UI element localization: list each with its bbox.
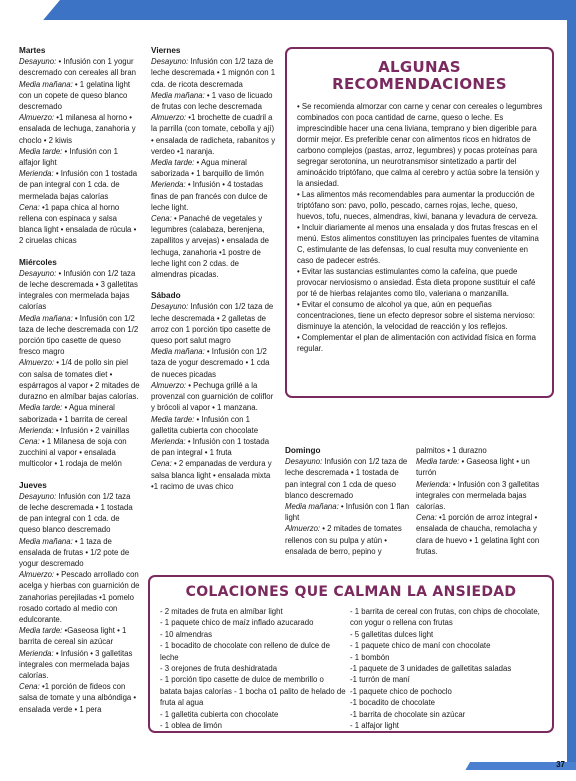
menu-column-1 (19, 45, 141, 715)
meal-label: Almuerzo: (19, 358, 55, 368)
meal-entry (19, 168, 141, 202)
snack-item: - 3 orejones de fruta deshidratada (160, 664, 278, 674)
meal-entry (19, 56, 141, 78)
meal-entry (285, 456, 410, 501)
meal-text: • 2 mitades de tomates rellenos con su pulpa y atún • ensalada de berro, pepino y (285, 524, 402, 556)
meal-text: • Agua mineral saborizada • 1 barrita de cereal (19, 403, 128, 424)
meal-entry (151, 179, 276, 213)
meal-label: Media tarde: (416, 457, 460, 467)
top-color-bar (0, 0, 576, 20)
meal-entry (19, 648, 141, 682)
menu-column-2 (151, 45, 276, 492)
snack-item: -1 barrita de chocolate sin azúcar (350, 709, 466, 719)
meal-label: Almuerzo: (19, 570, 55, 580)
meal-text: Infusión con 1/2 taza de leche descremada • 1 mignón con 1 cda. de ricota descremada (151, 57, 276, 89)
meal-label: Media tarde: (19, 146, 63, 156)
snack-item: -1 paquete de 3 unidades de galletitas saladas (350, 664, 512, 674)
meal-label: Media mañana: (19, 79, 73, 89)
meal-label: Media mañana: (19, 313, 73, 323)
meal-entry (151, 112, 276, 157)
meal-label: Merienda: (416, 479, 451, 489)
snack-item: -1 turrón de maní (350, 675, 410, 685)
snack-item: - 1 porción tipo casette de dulce de membrillo o batata bajas calorías - 1 bocha o1 palito de helado de fruta al agua (160, 675, 346, 708)
meal-entry (151, 436, 276, 458)
meal-text: • Infusión • 4 tostadas finas de pan francés con dulce de leche light. (151, 180, 268, 212)
snacks-list-right (350, 606, 546, 731)
meal-label: Almuerzo: (151, 113, 187, 123)
meal-text: • Infusión con 1/2 taza de yogur descremado • 1 cda de nueces picadas (151, 347, 270, 379)
meal-text: • 1 Milanesa de soja con zucchini al vapor • ensalada multicolor • 1 rodaja de melón (19, 436, 127, 469)
snack-item: - 1 galletita cubierta con chocolate (160, 709, 279, 719)
page-number: 37 (556, 760, 565, 769)
snack-item: - 1 barrita de cereal con frutas, con chips de chocolate, con yogur o rellena con frutas (350, 607, 540, 628)
meal-label: Merienda: (151, 436, 186, 446)
meal-text: •1 porción de arroz integral • ensalada de chaucha, remolacha y clara de huevo • 1 gelatina light con frutas. (416, 513, 540, 556)
meal-entry (151, 414, 276, 436)
meal-entry (151, 301, 276, 346)
snack-item: - 5 galletitas dulces light (350, 629, 434, 639)
recommendation-item: • Complementar el plan de alimentación con actividad física en forma regular. (297, 333, 536, 353)
meal-entry (19, 146, 141, 168)
meal-label: Media tarde: (19, 403, 63, 413)
meal-entry (151, 458, 276, 492)
meal-text: • 1 vaso de licuado de frutas con leche descremada (151, 90, 273, 112)
spacer (19, 247, 141, 257)
meal-text: Infusión con 1/2 taza de leche descremada • 1 tostada de pan integral con 1 cda. de queso blanco descremado (19, 491, 133, 535)
meal-text: Infusión con 1/2 taza de leche descremada • 2 galletas de arroz con 1 porción tipo casette de queso port salut magro (151, 302, 274, 346)
meal-entry (19, 491, 141, 536)
meal-label: Merienda: (151, 180, 186, 190)
meal-label: Cena: (19, 436, 40, 446)
meal-text: • Panaché de vegetales y legumbres (calabaza, berenjena, zapallitos y arvejas) • ensalada de lechuga, zanahoria •1 postre de leche light con 2 cdas. de almendras picadas. (151, 214, 270, 280)
day-heading: Viernes (151, 46, 181, 55)
meal-entry (19, 436, 141, 470)
meal-entry (416, 479, 550, 513)
meal-entry (19, 112, 141, 146)
meal-text: • Infusión con 1 flan light (285, 502, 410, 523)
meal-label: Cena: (151, 459, 172, 469)
snack-item: - 1 alfajor light (350, 721, 399, 731)
meal-text: • Infusión • 3 galletitas integrales con mermelada bajas calorías. (19, 648, 133, 680)
meal-label: Desayuno: (151, 57, 189, 67)
meal-text: • 1 gelatina light con un copete de queso blanco descremado (19, 79, 131, 112)
recommendation-item: • Evitar el consumo de alcohol ya que, aún en pequeñas concentraciones, tiene un efecto depresor sobre el sistema nervioso: disminuye la atención, la velocidad de reacción y los reflejos. (297, 300, 535, 331)
recommendations-title-line2: RECOMENDACIONES (332, 75, 507, 93)
meal-text: • Infusión con 3 galletitas integrales con mermelada bajas calorías. (416, 479, 540, 512)
meal-entry (285, 523, 410, 557)
day-heading: Jueves (19, 480, 47, 490)
meal-entry (19, 268, 141, 313)
meal-text: • Infusión con 1 tostada de pan integral con 1 cda. de mermelada bajas calorías (19, 169, 138, 201)
meal-entry (151, 90, 276, 112)
day-heading: Sábado (151, 291, 181, 301)
meal-label: Media mañana: (19, 536, 73, 546)
meal-label: Desayuno: (19, 491, 57, 501)
meal-text: • Infusión con 1 yogur descremado con cereales all bran (19, 57, 137, 78)
day-heading: Miércoles (19, 257, 57, 267)
meal-text: • Infusión con 1 tostada de pan integral • 1 fruta (151, 436, 270, 458)
meal-entry (19, 569, 141, 625)
meal-text: • Infusión con 1 alfajor light (19, 146, 118, 168)
meal-label: Media mañana: (151, 90, 205, 100)
meal-entry (19, 681, 141, 715)
meal-label: Media tarde: (19, 626, 63, 636)
right-edge-stripe (567, 20, 576, 768)
meal-text: • 2 empanadas de verdura y salsa blanca light • ensalada mixta •1 racimo de uvas chico (151, 459, 272, 491)
meal-text: • 1/4 de pollo sin piel con salsa de tomates diet • espárragos al vapor • 2 mitades de durazno en almíbar bajas calorías. (19, 358, 140, 402)
meal-label: Media mañana: (151, 347, 205, 357)
meal-text: •1 porción de fideos con salsa de tomate y una albóndiga • ensalada verde • 1 pera (19, 682, 137, 714)
snack-item: - 2 mitades de fruta en almíbar light (160, 607, 283, 616)
spacer (19, 470, 141, 480)
meal-entry (19, 79, 141, 113)
meal-label: Desayuno: (151, 302, 189, 312)
day-heading: Martes (19, 46, 46, 55)
spacer (151, 280, 276, 290)
bottom-bar-cut (0, 762, 470, 770)
meal-text: • Gaseosa light • un turrón (416, 457, 530, 478)
meal-entry (19, 313, 141, 358)
meal-label: Media tarde: (151, 158, 195, 168)
meal-text: • Pechuga grillé a la provenzal con guarnición de coliflor y brócoli al vapor • 1 manzana. (151, 380, 274, 413)
recommendation-item: • Las alimentos más recomendables para aumentar la producción de triptófano son: pavo, pollo, pescado, carnes rojas, leche, queso, huevos, tofu, nueces, almendras, kiwi, banana y levadura de cerveza. (297, 190, 538, 221)
meal-label: Merienda: (19, 425, 54, 435)
recommendation-item: • Incluir diariamente al menos una ensalada y dos frutas frescas en el menú. Estos alimentos constituyen las principales fuentes de vitamina C, estimulante de las defensas, lo cual resulta muy conveniente en caso de padecer estrés. (297, 223, 539, 265)
snacks-box (148, 575, 554, 733)
meal-label: Almuerzo: (285, 524, 321, 534)
meal-text: • Agua mineral saborizada • 1 barquillo de limón (151, 158, 264, 179)
meal-label: Merienda: (19, 648, 54, 658)
recommendation-item: • Evitar las sustancias estimulantes como la cafeína, que puede provocar nerviosismo o ansiedad. Ésta dieta propone sustituir el café por té de hierbas relajantes como tilo, valeriana o manzanilla. (297, 267, 536, 298)
meal-entry (151, 213, 276, 280)
meal-entry (151, 346, 276, 380)
meal-entry (151, 157, 276, 179)
meal-text: • Infusión con 1/2 taza de leche descremada con 1/2 porción tipo casette de queso fresco magro (19, 313, 139, 357)
meal-entry (151, 380, 276, 414)
snack-item: - 1 oblea de limón (160, 721, 222, 731)
snack-item: - 1 paquete chico de maíz inflado azucarado (160, 618, 314, 628)
meal-label: Cena: (19, 682, 40, 692)
meal-text: • Infusión con 1/2 taza de leche descremada • 3 galletitas integrales con mermelada bajas calorías (19, 268, 138, 312)
meal-text: • Pescado arrollado con acelga y hierbas con guarnición de zanahorias perejiladas •1 pomelo rosado cortado al medio con edulcorante. (19, 570, 140, 624)
meal-label: Desayuno: (285, 457, 323, 467)
meal-label: Cena: (151, 214, 172, 224)
meal-entry (285, 501, 410, 523)
meal-label: Merienda: (19, 169, 54, 179)
meal-entry (416, 456, 550, 478)
snack-item: - 10 almendras (160, 629, 213, 639)
snacks-list-left (160, 606, 346, 731)
recommendation-item: • Se recomienda almorzar con carne y cenar con cereales o legumbres combinados con poca cantidad de carne, queso o leche. Es imprescindible hacer una cena liviana, temprano y bien digerible para dormir mejor. Es preferible cenar con alimentos ricos en hidratos de carbono complejos (pastas, arroz, legumbres) y pocas proteínas para segregar serotonina, un neurotransmisor sintetizado a partir del aminoácido triptófano, que calma al cerebro y actúa sobre la tensión y la ansiedad. (297, 102, 543, 188)
meal-label: Cena: (19, 202, 40, 212)
meal-label: Almuerzo: (151, 380, 187, 390)
meal-text: •1 brochette de cuadril a la parrilla (con tomate, cebolla y ají) • ensalada de radicheta, rabanitos y verdeo •1 naranja. (151, 113, 276, 156)
recommendations-list (297, 101, 545, 354)
meal-entry (19, 402, 141, 424)
snack-item: - 1 bombón (350, 652, 390, 662)
meal-label: Media mañana: (285, 502, 339, 512)
snack-item: -1 bocadito de chocolate (350, 698, 435, 708)
meal-text: • Infusión con 1 galletita cubierta con chocolate (151, 414, 259, 435)
menu-domingo-part2 (416, 445, 550, 557)
meal-entry (19, 357, 141, 402)
meal-text: Infusión con 1/2 taza de leche descremada • 1 tostada de pan integral con 1 cda de queso blanco descremado (285, 457, 408, 500)
recommendations-title (287, 59, 552, 93)
snack-item: - 1 bocadito de chocolate con relleno de dulce de leche (160, 641, 330, 662)
meal-text: • Infusión • 2 vainillas (53, 425, 130, 435)
meal-text: • 1 taza de ensalada de frutas • 1/2 pote de yogur descremado (19, 536, 130, 568)
snack-item: -1 paquete chico de pochoclo (350, 686, 452, 696)
meal-entry (416, 445, 550, 456)
meal-entry (19, 425, 141, 436)
meal-label: Media tarde: (151, 414, 195, 424)
meal-entry (19, 536, 141, 570)
meal-entry (416, 512, 550, 557)
snack-item: - 1 paquete chico de maní con chocolate (350, 641, 491, 651)
snacks-title: COLACIONES QUE CALMAN LA ANSIEDAD (185, 584, 517, 600)
meal-text: •1 milanesa al horno • ensalada de lechuga, zanahoria y choclo • 2 kiwis (19, 113, 136, 145)
meal-entry (19, 625, 141, 647)
meal-entry (151, 56, 276, 90)
meal-entry (19, 202, 141, 247)
meal-label: Almuerzo: (19, 113, 55, 123)
recommendations-title-line1: ALGUNAS (378, 58, 461, 76)
meal-label: Desayuno: (19, 57, 57, 67)
day-heading: Domingo (285, 446, 321, 455)
meal-text: palmitos • 1 durazno (416, 446, 487, 455)
meal-label: Desayuno: (19, 268, 57, 278)
meal-text: •1 papa chica al horno rellena con espinaca y salsa blanca light • ensalada de rúcula • 2 ciruelas chicas (19, 202, 137, 246)
meal-label: Cena: (416, 513, 437, 523)
recommendations-box (285, 47, 554, 398)
menu-domingo-part1 (285, 445, 410, 557)
meal-text: •Gaseosa light • 1 barrita de cereal sin azúcar (19, 626, 127, 647)
